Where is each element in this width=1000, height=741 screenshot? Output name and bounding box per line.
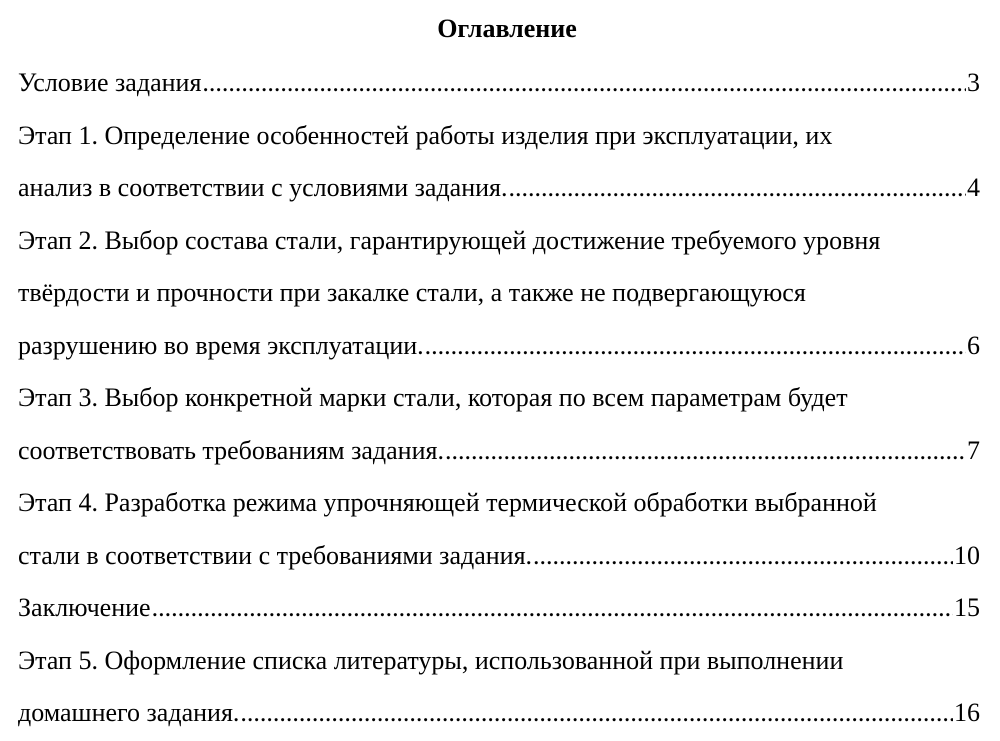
toc-page-number: 15 (954, 593, 980, 622)
toc-entry-line: твёрдости и прочности при закалке стали, а также не подвергающуюся (18, 278, 806, 307)
dot-leader (202, 57, 966, 110)
toc-entry-last-line (18, 582, 980, 635)
toc-entry-last-line (18, 425, 980, 478)
toc-page-number: 4 (967, 173, 980, 202)
dot-leader (425, 320, 966, 373)
toc-entry-line: Этап 3. Выбор конкретной марки стали, которая по всем параметрам будет (18, 383, 848, 412)
dot-leader (152, 582, 953, 635)
toc-entry-text: анализ в соответствии с условиями задания. (18, 173, 508, 202)
toc-entry-line: Этап 1. Определение особенностей работы изделия при эксплуатации, их (18, 120, 833, 150)
toc-entry[interactable] (18, 372, 980, 477)
toc-entry[interactable] (18, 477, 980, 582)
table-of-contents (18, 0, 980, 740)
toc-entry-line: Этап 4. Разработка режима упрочняющей термической обработки выбранной (18, 488, 877, 517)
toc-entry-last-line (18, 687, 980, 740)
toc-entry[interactable] (18, 110, 980, 215)
toc-page-number: 7 (967, 435, 980, 465)
toc-entry-last-line (18, 320, 980, 373)
toc-entry[interactable] (18, 635, 980, 740)
toc-entry-last-line (18, 530, 980, 583)
toc-entry-text: соответствовать требованиям задания. (18, 435, 444, 465)
toc-entry-text: Заключение (18, 593, 151, 622)
toc-entry[interactable] (18, 582, 980, 635)
toc-entry-text: разрушению во время эксплуатации. (18, 330, 424, 360)
toc-title: Оглавление (437, 14, 577, 43)
toc-entry-last-line (18, 57, 980, 110)
dot-leader (445, 425, 966, 478)
toc-page-number: 6 (967, 330, 980, 360)
toc-entry-line: Этап 5. Оформление списка литературы, использованной при выполнении (18, 645, 844, 675)
toc-entry-text: домашнего задания. (18, 698, 240, 727)
toc-entry-last-line (18, 162, 980, 215)
toc-page-number: 3 (967, 68, 980, 97)
toc-page-number: 10 (954, 540, 980, 570)
dot-leader (533, 530, 953, 583)
toc-entry[interactable] (18, 215, 980, 373)
toc-page-number: 16 (954, 698, 980, 727)
dot-leader (509, 162, 966, 215)
toc-entry-line: Этап 2. Выбор состава стали, гарантирующей достижение требуемого уровня (18, 225, 881, 255)
toc-entry-text: Условие задания (18, 68, 202, 97)
toc-entries (18, 57, 980, 740)
toc-entry-text: стали в соответствии с требованиями задания. (18, 540, 533, 570)
dot-leader (240, 687, 953, 740)
toc-entry[interactable] (18, 57, 980, 110)
